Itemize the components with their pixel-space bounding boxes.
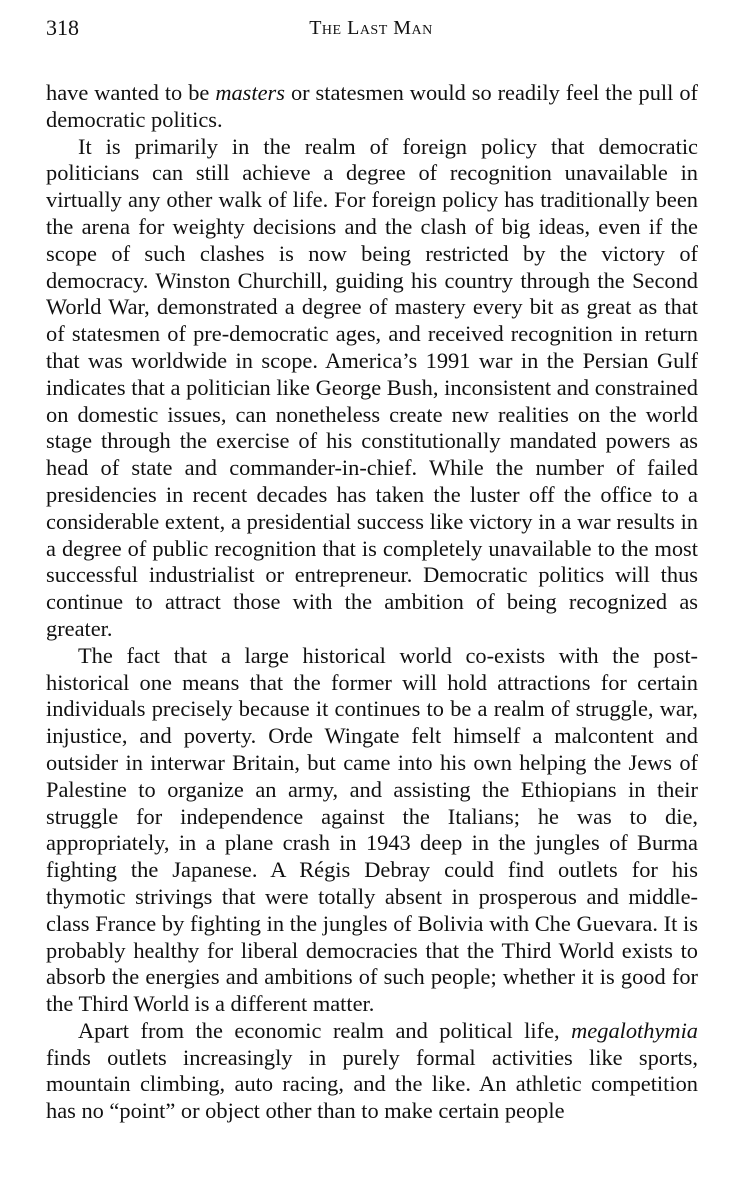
text-run: The fact that a large historical world co-exists with the post-historical one means that the former will hold attractions for certain individuals precisely because it continues to be a realm of struggle, war, injustice, and poverty. Orde Wingate felt himself a malcontent and outsider in interwar Britain, but came into his own helping the Jews of Palestine to organize an army, and assisting the Ethiopians in their struggle for independence against the Italians; he was to die, appropriately, in a plane crash in 1943 deep in the jungles of Burma fighting the Japanese. A Régis Debray could find outlets for his thymotic strivings that were totally absent in prosperous and middle-class France by fighting in the jungles of Bolivia with Che Guevara. It is probably healthy for liberal democracies that the Third World exists to absorb the energies and ambitions of such people; whether it is good for the Third World is a different matter.	[46, 642, 698, 1017]
text-run: Apart from the economic realm and political life,	[78, 1017, 572, 1043]
italic-run: megalothymia	[571, 1017, 698, 1043]
text-run: or statesmen would so readily feel the pull of democratic politics.	[46, 80, 698, 132]
page-number: 318	[46, 15, 79, 40]
body-text	[46, 80, 698, 1125]
text-run: It is primarily in the realm of foreign policy that democratic politicians can still achieve a degree of recognition unavailable in virtually any other walk of life. For foreign policy has traditionally been the arena for weighty decisions and the clash of big ideas, even if the scope of such clashes is now being restricted by the victory of democracy. Winston Churchill, guiding his country through the Second World War, demonstrated a degree of mastery every bit as great as that of statesmen of pre-democratic ages, and received recognition in return that was worldwide in scope. America’s 1991 war in the Persian Gulf indicates that a politician like George Bush, inconsistent and constrained on domestic issues, can nonetheless create new realities on the world stage through the exercise of his constitutionally mandated powers as head of state and commander-in-chief. While the number of failed presidencies in recent decades has taken the luster off the office to a considerable extent, a presidential success like victory in a war results in a degree of public recognition that is completely unavailable to the most successful industrialist or entrepreneur. Democratic politics will thus continue to attract those with the ambition of being recognized as greater.	[46, 133, 698, 641]
running-head	[46, 14, 696, 44]
text-run: have wanted to be	[46, 80, 216, 105]
running-title: The Last Man	[309, 17, 433, 39]
paragraph-4	[46, 1018, 698, 1125]
italic-run: masters	[215, 80, 285, 105]
text-run: finds outlets increasingly in purely formal activities like sports, mountain climbing, auto racing, and the like. An athletic competition has no “point” or object other than to make certain people	[46, 1044, 698, 1124]
paragraph-1	[46, 80, 698, 134]
paragraph-2	[46, 134, 698, 643]
paragraph-3	[46, 643, 698, 1018]
